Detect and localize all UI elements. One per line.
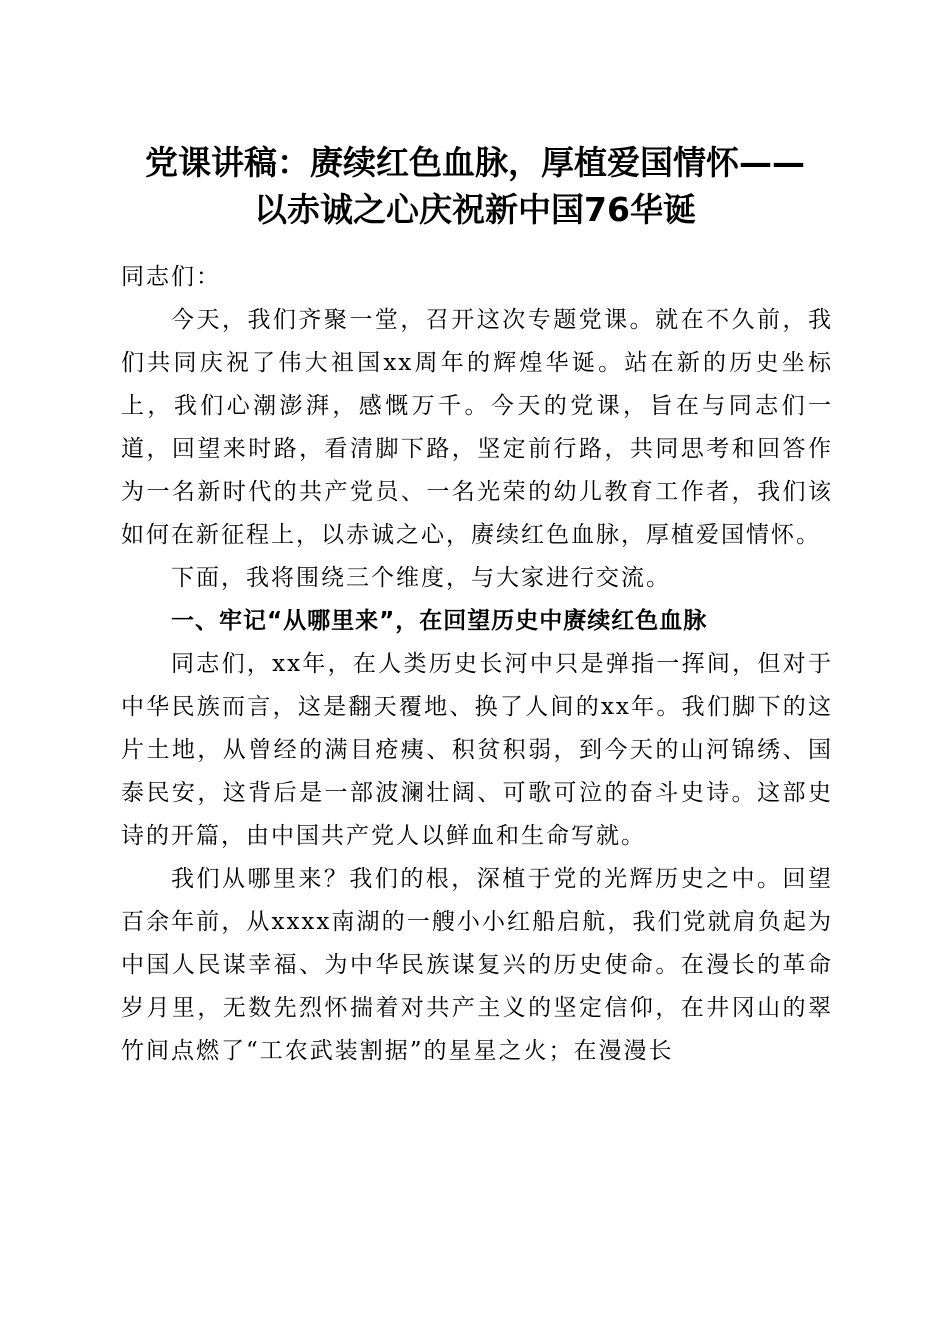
paragraph-section1-2: 我们从哪里来？我们的根，深植于党的光辉历史之中。回望百余年前，从xxxx南湖的一艘小小红船启航，我们党就肩负起为中国人民谋幸福、为中华民族谋复兴的历史使命。在漫长的革命岁月里，无数先烈怀揣着对共产主义的坚定信仰，在井冈山的翠竹间点燃了“工农武装割据”的星星之火；在漫漫长 — [121, 866, 833, 1064]
paragraph-outline: 下面，我将围绕三个维度，与大家进行交流。 — [171, 565, 671, 591]
document-title-line-2: 以赤诚之心庆祝新中国76华诞 — [254, 190, 696, 229]
document-title-line-1: 党课讲稿：赓续红色血脉，厚植爱国情怀—— — [145, 143, 805, 182]
section-heading-1: 一、牢记“从哪里来”，在回望历史中赓续红色血脉 — [171, 608, 708, 634]
document-body — [121, 256, 833, 1073]
paragraph-section1-1: 同志们，xx年，在人类历史长河中只是弹指一挥间，但对于中华民族而言，这是翻天覆地、换了人间的xx年。我们脚下的这片土地，从曾经的满目疮痍、积贫积弱，到今天的山河锦绣、国泰民安，这背后是一部波澜壮阔、可歌可泣的奋斗史诗。这部史诗的开篇，由中国共产党人以鲜血和生命写就。 — [121, 651, 833, 849]
salutation: 同志们： — [121, 264, 221, 290]
paragraph-intro: 今天，我们齐聚一堂，召开这次专题党课。就在不久前，我们共同庆祝了伟大祖国xx周年的辉煌华诞。站在新的历史坐标上，我们心潮澎湃，感慨万千。今天的党课，旨在与同志们一道，回望来时路，看清脚下路，坚定前行路，共同思考和回答作为一名新时代的共产党员、一名光荣的幼儿教育工作者，我们该如何在新征程上，以赤诚之心，赓续红色血脉，厚植爱国情怀。 — [121, 307, 833, 548]
